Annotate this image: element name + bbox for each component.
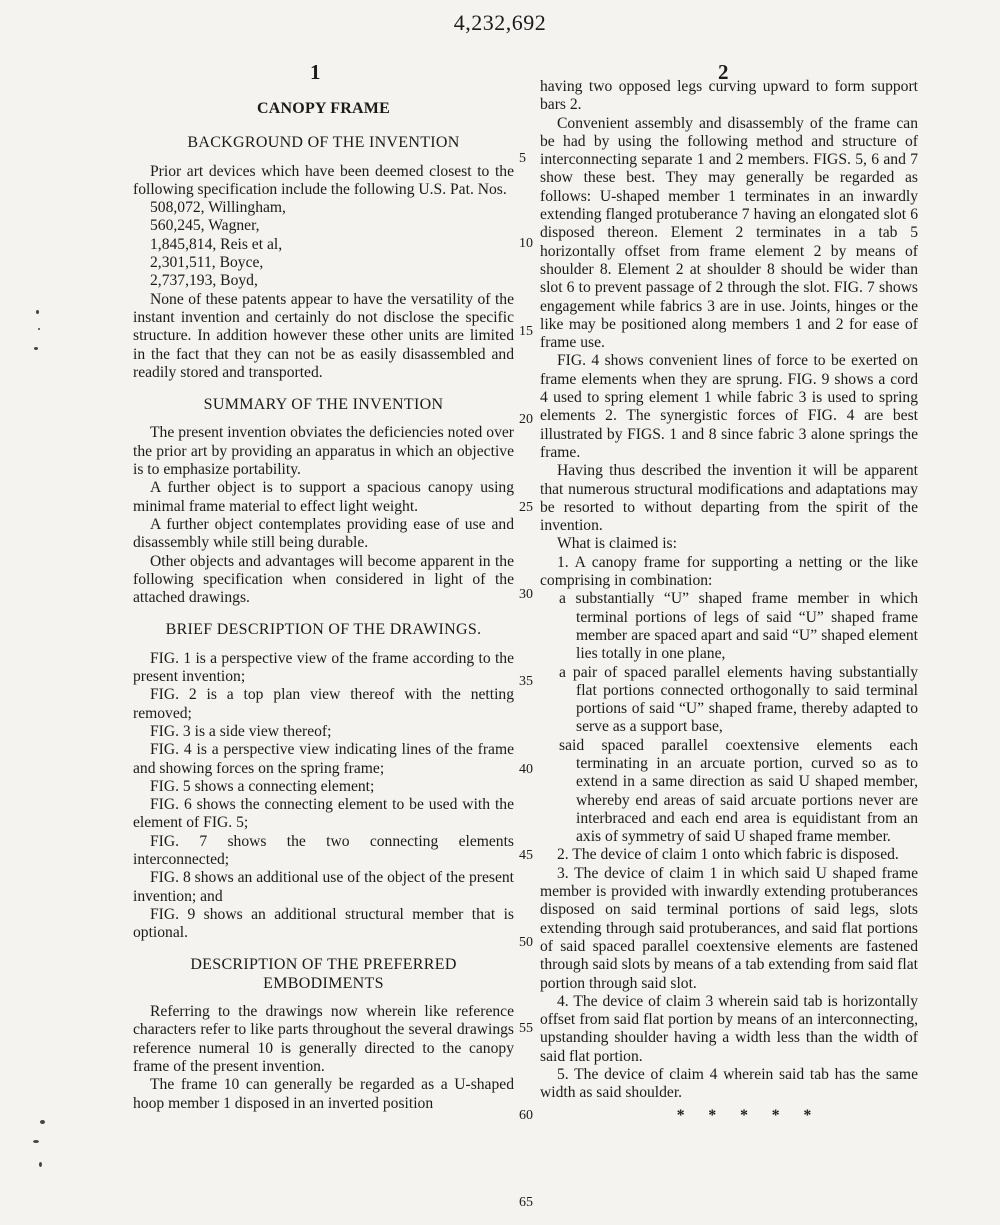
heading-summary: SUMMARY OF THE INVENTION [203, 396, 444, 414]
heading-preferred-embodiments [133, 956, 514, 993]
figure-description: FIG. 6 shows the connecting element to be used with the element of FIG. 5; [133, 796, 514, 832]
scan-speck [40, 1120, 45, 1124]
paragraph-summary: A further object contemplates providing ease of use and disassembly while still being durable. [133, 515, 514, 552]
scan-speck [36, 310, 39, 314]
scan-speck [38, 328, 40, 330]
figure-description: FIG. 2 is a top plan view thereof with the netting removed; [133, 686, 514, 722]
line-number: 30 [519, 587, 533, 602]
figure-description: FIG. 3 is a side view thereof; [150, 722, 332, 740]
paragraph-summary: Other objects and advantages will become apparent in the following specification when considered in light of the attached drawings. [133, 552, 514, 607]
line-number: 35 [519, 674, 533, 689]
claim-5: 5. The device of claim 4 wherein said tab has the same width as said shoulder. [540, 1066, 918, 1102]
claim-clause: a substantially “U” shaped frame member in which terminal portions of legs of said “U” shaped frame member are spaced apart and said “U” shaped element lies totally in one plane, [559, 590, 918, 663]
cited-patents-list [133, 199, 514, 290]
line-number: 20 [519, 412, 533, 427]
line-number: 60 [519, 1108, 533, 1123]
heading-brief-description: BRIEF DESCRIPTION OF THE DRAWINGS. [165, 621, 482, 639]
line-number: 50 [519, 935, 533, 950]
document-title: CANOPY FRAME [257, 100, 390, 117]
left-column [133, 100, 514, 1113]
column-number-left: 1 [310, 60, 321, 84]
line-number: 40 [519, 762, 533, 777]
line-number: 45 [519, 848, 533, 863]
paragraph-assembly: Convenient assembly and disassembly of the frame can be had by using the following method and structure of interconnecting separate 1 and 2 members. FIGS. 5, 6 and 7 show these best. They may generally be regarded as follows: U-shaped member 1 terminates in an inwardly extending flanged protuberance 7 having an elongated slot 6 disposed thereon. Element 2 terminates in a tab 5 horizontally offset from frame element 2 by means of shoulder 8. Element 2 at shoulder 8 should be wider than slot 6 to prevent passage of 2 through the slot. FIG. 7 shows engagement while fabrics 3 are in use. Joints, hinges or the like may be positioned along members 1 and 2 for ease of frame use. [540, 114, 918, 352]
cited-patent: 2,301,511, Boyce, [150, 254, 264, 272]
paragraph-description: Referring to the drawings now wherein like reference characters refer to like parts throughout the several drawings reference numeral 10 is generally directed to the canopy frame of the present invention. [133, 1003, 514, 1075]
heading-line: EMBODIMENTS [263, 974, 384, 992]
figure-description: FIG. 5 shows a connecting element; [150, 777, 375, 795]
figure-description: FIG. 8 shows an additional use of the object of the present invention; and [133, 869, 514, 905]
figure-description: FIG. 7 shows the two connecting elements interconnected; [133, 832, 514, 868]
paragraph-none: None of these patents appear to have the versatility of the instant invention and certainly do not disclose the specific structure. In addition however these other units are limited in the fact that they can not be as easily disassembled and readily stored and transported. [133, 290, 514, 381]
paragraph-description: The frame 10 can generally be regarded as a U-shaped hoop member 1 disposed in an inverted position [133, 1076, 514, 1112]
claim-1: 1. A canopy frame for supporting a netting or the like comprising in combination: [540, 553, 918, 590]
claim-2: 2. The device of claim 1 onto which fabric is disposed. [557, 846, 899, 864]
paragraph-forces: FIG. 4 shows convenient lines of force to be exerted on frame elements when they are sprung. FIG. 9 shows a cord 4 used to spring element 1 while fabric 3 is used to spring elements 2. The synergistic forces of FIG. 4 are best illustrated by FIGS. 1 and 8 since fabric 3 alone springs the frame. [540, 352, 918, 461]
scan-speck [33, 1140, 39, 1143]
claim-1-clauses [540, 590, 918, 846]
end-marker: * * * * * [676, 1106, 822, 1124]
cited-patent: 560,245, Wagner, [150, 217, 260, 235]
heading-background: BACKGROUND OF THE INVENTION [187, 134, 460, 152]
scan-speck [39, 1162, 42, 1167]
scan-speck [34, 347, 38, 350]
claim-4: 4. The device of claim 3 wherein said tab is horizontally offset from said flat portion by means of an interconnecting, upstanding shoulder having a width less than the width of said flat portion. [540, 992, 918, 1065]
claims-intro: What is claimed is: [557, 535, 677, 553]
paragraph-conclusion: Having thus described the invention it will be apparent that numerous structural modifications and adaptations may be resorted to without departing from the spirit of the invention. [540, 462, 918, 535]
line-number: 5 [519, 151, 526, 166]
claim-clause: a pair of spaced parallel elements having substantially flat portions connected orthogonally to said terminal portions of said “U” shaped frame, thereby adapted to serve as a support base, [559, 663, 918, 736]
paragraph-summary: The present invention obviates the deficiencies noted over the prior art by providing an apparatus in which an objective is to emphasize portability. [133, 424, 514, 479]
line-number: 65 [519, 1195, 533, 1210]
line-number: 55 [519, 1021, 533, 1036]
figure-description: FIG. 4 is a perspective view indicating lines of the frame and showing forces on the spring frame; [133, 741, 514, 777]
cited-patent: 1,845,814, Reis et al, [150, 235, 283, 253]
cited-patent: 508,072, Willingham, [150, 199, 286, 217]
claim-3: 3. The device of claim 1 in which said U shaped frame member is provided with inwardly extending protuberances disposed on said terminal portions of said legs, slots extending through said protuberances, and said flat portions of said spaced parallel coextensive elements are fastened through said slots by means of a tab extending from said flat portion through said slot. [540, 864, 918, 992]
figure-description: FIG. 9 shows an additional structural member that is optional. [133, 905, 514, 942]
claim-clause: said spaced parallel coextensive elements each terminating in an arcuate portion, curved so as to extend in a same direction as said U shaped member, whereby end areas of said arcuate portions never are interbraced and each end area is equidistant from an axis of symmetry of said U shaped frame member. [559, 736, 918, 846]
column-number-right: 2 [718, 60, 729, 84]
cited-patent: 2,737,193, Boyd, [150, 272, 258, 290]
right-column [540, 78, 918, 1125]
paragraph-continued: having two opposed legs curving upward to form support bars 2. [540, 78, 918, 114]
patent-number: 4,232,692 [453, 10, 547, 35]
paragraph-prior-art: Prior art devices which have been deemed closest to the following specification include the following U.S. Pat. Nos. [133, 162, 514, 198]
figure-description: FIG. 1 is a perspective view of the frame according to the present invention; [133, 649, 514, 686]
line-number: 15 [519, 324, 533, 339]
line-number: 25 [519, 500, 533, 515]
line-number: 10 [519, 236, 533, 251]
heading-line: DESCRIPTION OF THE PREFERRED [190, 956, 457, 974]
paragraph-summary: A further object is to support a spacious canopy using minimal frame material to effect light weight. [133, 479, 514, 515]
